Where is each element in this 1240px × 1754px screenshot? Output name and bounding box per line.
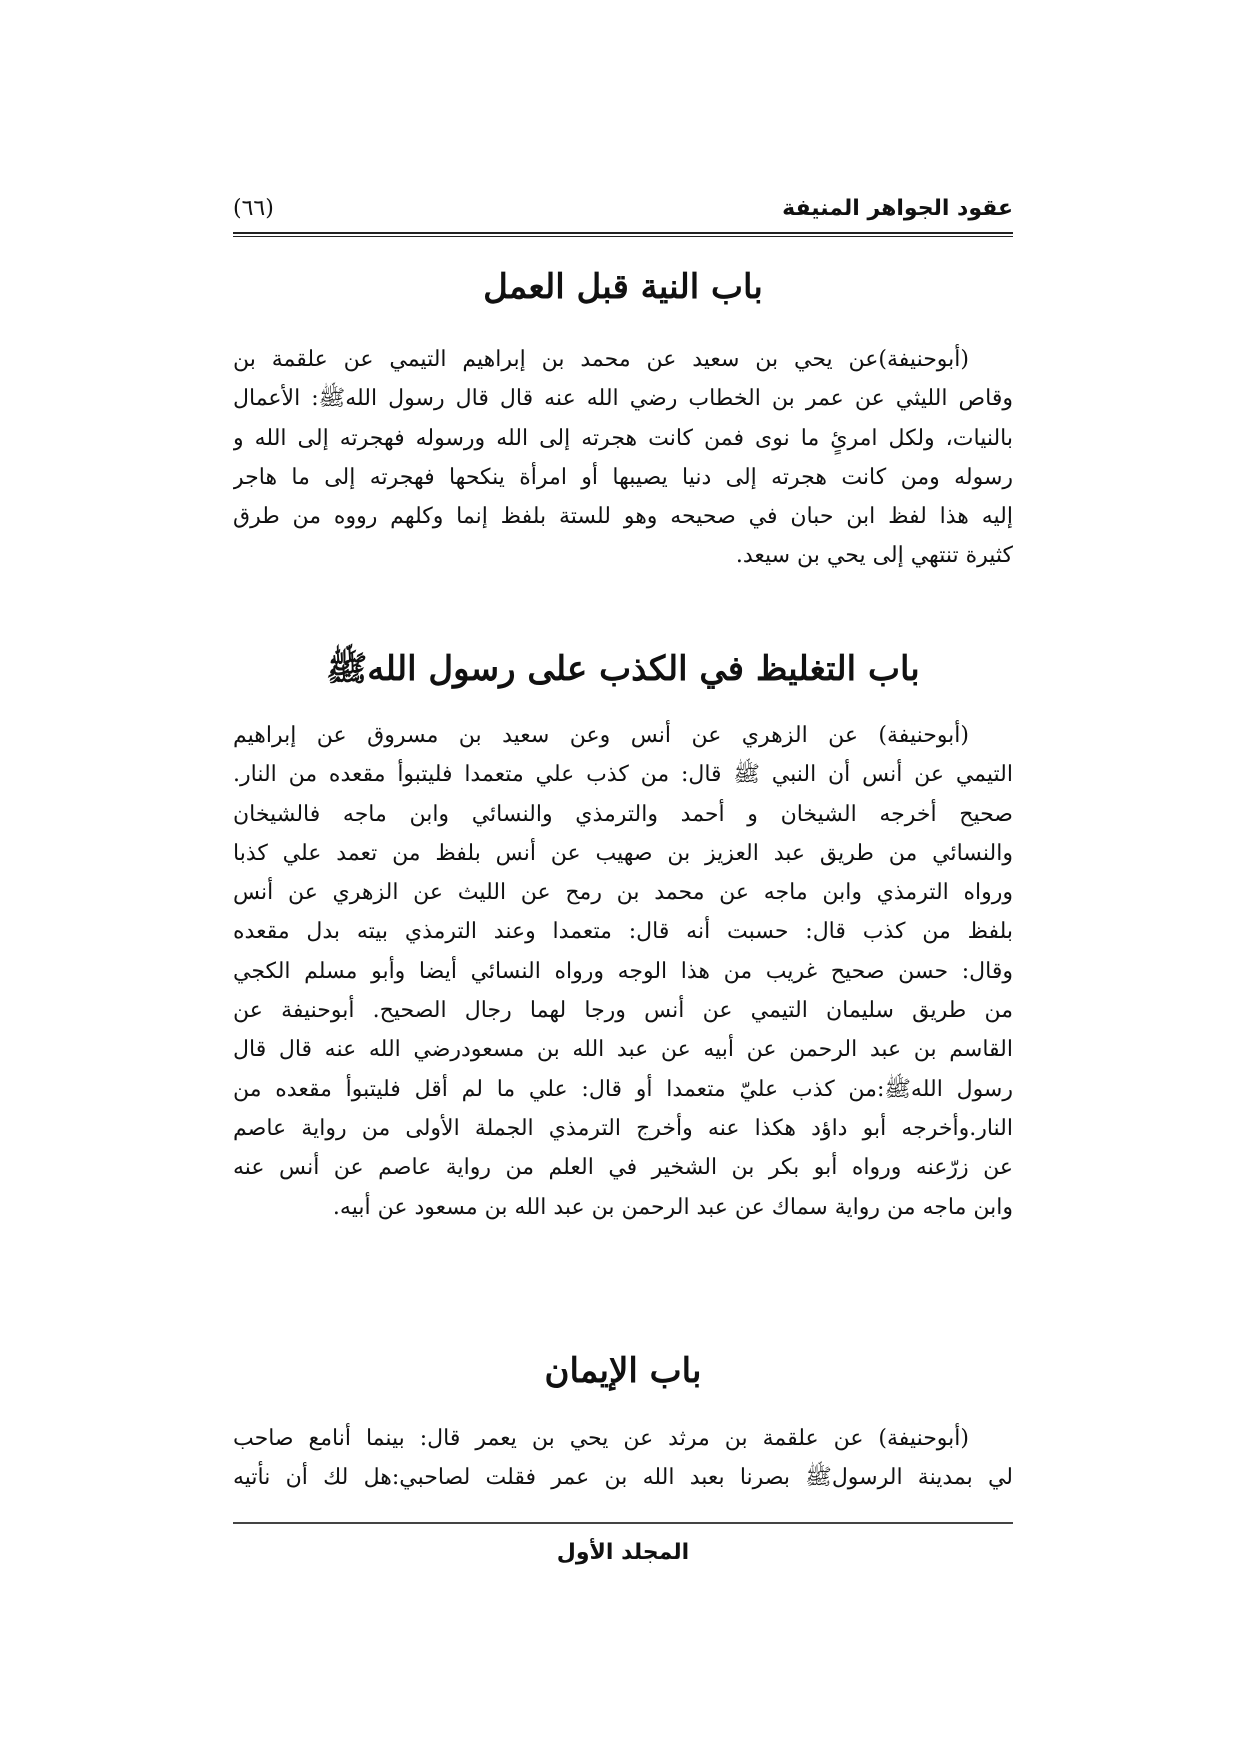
text-line: القاسم بن عبد الرحمن عن أبيه عن عبد الله بن مسعودرضي الله عنه قال قال: [233, 1037, 1013, 1063]
text-line: من طريق سليمان التيمي عن أنس ورجا لهما رجال الصحيح. أبوحنيفة عن: [233, 998, 1013, 1024]
text-line: إليه هذا لفظ ابن حبان في صحيحه وهو للستة بلفظ إنما وكلهم رووه من طرق: [233, 504, 1013, 530]
text-line: بالنيات، ولكل امرئٍ ما نوى فمن كانت هجرته إلى الله ورسوله فهجرته إلى الله و: [233, 425, 1013, 451]
text-line: رسوله ومن كانت هجرته إلى دنيا يصيبها أو امرأة ينكحها فهجرته إلى ما هاجر: [233, 464, 1013, 490]
section-heading: باب النية قبل العمل: [483, 267, 763, 307]
running-header: [233, 190, 1013, 226]
text-line: وقاص الليثي عن عمر بن الخطاب رضي الله عنه قال قال رسول اللهﷺ: الأعمال: [233, 386, 1013, 412]
text-line: لي بمدينة الرسولﷺ بصرنا بعبد الله بن عمر فقلت لصاحبي:هل لك أن نأتيه: [233, 1465, 1013, 1491]
text-line: وابن ماجه من رواية سماك عن عبد الرحمن بن عبد الله بن مسعود عن أبيه.: [332, 1194, 1013, 1220]
text-line: (أبوحنيفة)عن يحي بن سعيد عن محمد بن إبراهيم التيمي عن علقمة بن: [233, 347, 969, 372]
page-number: (٦٦): [233, 195, 274, 221]
text-line: والنسائي من طريق عبد العزيز بن صهيب عن أنس بلفظ من تعمد علي كذبا: [233, 840, 1013, 866]
text-line: (أبوحنيفة) عن الزهري عن أنس وعن سعيد بن مسروق عن إبراهيم: [233, 723, 969, 748]
text-line: رسول اللهﷺ:من كذب عليّ متعمدا أو قال: علي ما لم أقل فليتبوأ مقعده من: [233, 1076, 1013, 1102]
section-body: [233, 716, 1013, 1227]
text-line: وقال: حسن صحيح غريب من هذا الوجه ورواه النسائي أيضا وأبو مسلم الكجي: [233, 958, 1013, 984]
volume-label: المجلد الأول: [556, 1540, 690, 1565]
section-heading: باب الإيمان: [544, 1351, 702, 1391]
text-line: عن زرّعنه ورواه أبو بكر بن الشخير في العلم من رواية عاصم عن أنس عنه: [233, 1155, 1013, 1181]
text-line: كثيرة تنتهي إلى يحي بن سيعد.: [735, 543, 1013, 569]
text-line: ورواه الترمذي وابن ماجه عن محمد بن رمح عن الليث عن الزهري عن أنس: [233, 880, 1013, 906]
text-line: بلفظ من كذب قال: حسبت أنه قال: متعمدا وعند الترمذي بيته بدل مقعده: [233, 919, 1013, 945]
section-body: [233, 1419, 1013, 1498]
book-title: عقود الجواهر المنيفة: [782, 195, 1013, 221]
text-line: النار.وأخرجه أبو داؤد هكذا عنه وأخرج الترمذي الجملة الأولى من رواية عاصم: [233, 1115, 1013, 1141]
section-heading: باب التغليظ في الكذب على رسول اللهﷺ: [326, 649, 920, 689]
text-line: التيمي عن أنس أن النبي ﷺ قال: من كذب علي متعمدا فليتبوأ مقعده من النار.: [233, 762, 1013, 788]
header-double-rule: [233, 232, 1013, 237]
text-line: (أبوحنيفة) عن علقمة بن مرثد عن يحي بن يعمر قال: بينما أنامع صاحب: [233, 1426, 969, 1451]
text-line: صحيح أخرجه الشيخان و أحمد والترمذي والنسائي وابن ماجه فالشيخان: [233, 801, 1013, 827]
section-body: [233, 340, 1013, 576]
footer-rule: [233, 1522, 1013, 1524]
